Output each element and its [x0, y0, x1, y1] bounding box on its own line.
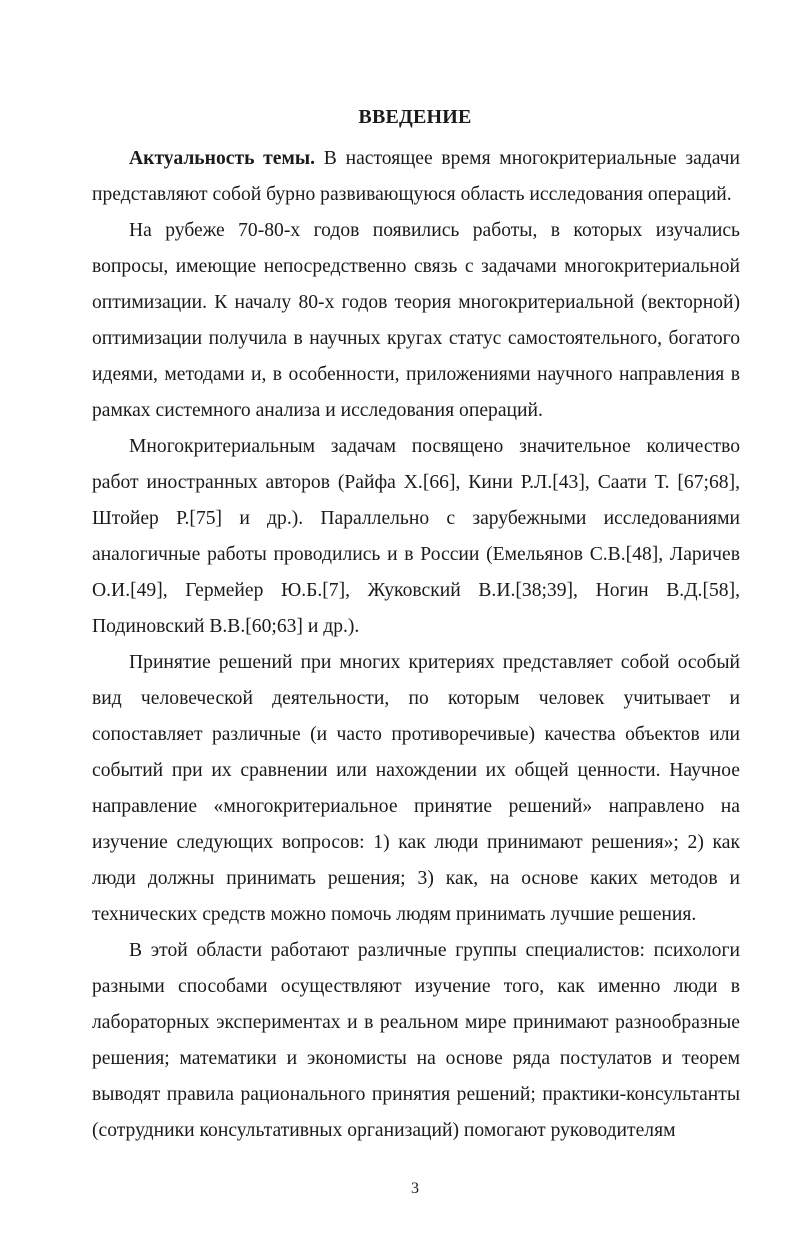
paragraph: В этой области работают различные группы специалистов: психологи разными способами осуществляют изучение того, как именно люди в лабораторных экспериментах и в реальном мире принимают разнообразные решения; математики и экономисты на основе ряда постулатов и теорем выводят правила рационального принятия решений; практики-консультанты (сотрудники консультативных организаций) помогают руководителям	[92, 940, 740, 1141]
page-number: 3	[411, 1180, 419, 1197]
paragraph-lead: Актуальность темы.	[129, 148, 316, 169]
paragraph: На рубеже 70-80-х годов появились работы, в которых изучались вопросы, имеющие непосредственно связь с задачами многокритериальной оптимизации. К началу 80-х годов теория многокритериальной (векторной) оптимизации получила в научных кругах статус самостоятельного, богатого идеями, методами и, в особенности, приложениями научного направления в рамках системного анализа и исследования операций.	[92, 220, 740, 421]
paragraph: Принятие решений при многих критериях представляет собой особый вид человеческой деятельности, по которым человек учитывает и сопоставляет различные (и часто противоречивые) качества объектов или событий при их сравнении или нахождении их общей ценности. Научное направление «многокритериальное принятие решений» направлено на изучение следующих вопросов: 1) как люди принимают решения»; 2) как люди должны принимать решения; 3) как, на основе каких методов и технических средств можно помочь людям принимать лучшие решения.	[92, 652, 740, 925]
body-text	[92, 141, 740, 1149]
paragraph: Многокритериальным задачам посвящено значительное количество работ иностранных авторов (Райфа Х.[66], Кини Р.Л.[43], Саати Т. [67;68], Штойер Р.[75] и др.). Параллельно с зарубежными исследованиями аналогичные работы проводились и в России (Емельянов С.В.[48], Ларичев О.И.[49], Гермейер Ю.Б.[7], Жуковский В.И.[38;39], Ногин В.Д.[58], Подиновский В.В.[60;63] и др.).	[92, 436, 740, 637]
paragraph-text: В настоящее время многокритериальные задачи представляют собой бурно развивающуюся область исследования операций.	[92, 148, 741, 205]
section-heading: ВВЕДЕНИЕ	[358, 106, 472, 128]
paragraph-relevance	[92, 141, 740, 213]
